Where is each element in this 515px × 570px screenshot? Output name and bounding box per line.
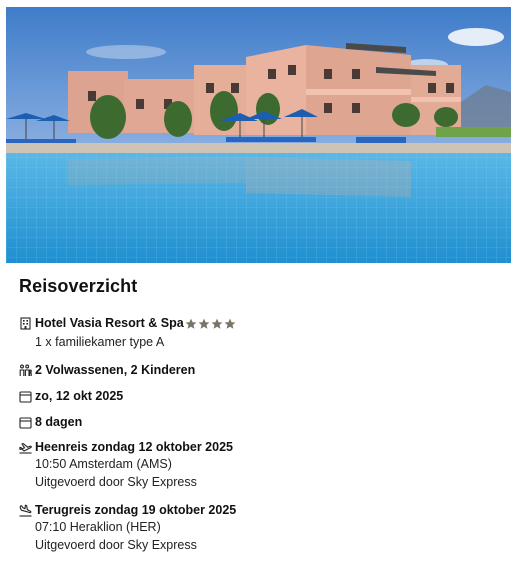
trip-duration: 8 dagen bbox=[35, 415, 83, 429]
return-time-place: 07:10 Heraklion (HER) bbox=[35, 520, 161, 534]
hotel-section bbox=[19, 316, 237, 351]
calendar-icon bbox=[19, 416, 32, 429]
building-icon bbox=[19, 317, 32, 330]
outbound-time-place: 10:50 Amsterdam (AMS) bbox=[35, 457, 172, 471]
duration-section bbox=[19, 415, 82, 430]
outbound-title: Heenreis zondag 12 oktober 2025 bbox=[35, 440, 233, 454]
star-icon bbox=[224, 318, 236, 330]
hotel-name: Hotel Vasia Resort & Spa bbox=[35, 316, 184, 330]
people-icon bbox=[19, 364, 32, 377]
outbound-flight-section bbox=[19, 440, 233, 491]
calendar-icon bbox=[19, 390, 32, 403]
travelers-count: 2 Volwassenen, 2 Kinderen bbox=[35, 363, 196, 377]
star-icon bbox=[198, 318, 210, 330]
date-section bbox=[19, 389, 123, 404]
outbound-operator: Uitgevoerd door Sky Express bbox=[35, 475, 197, 489]
star-icon bbox=[211, 318, 223, 330]
plane-takeoff-icon bbox=[19, 441, 32, 454]
return-title: Terugreis zondag 19 oktober 2025 bbox=[35, 503, 237, 517]
room-type: 1 x familiekamer type A bbox=[35, 335, 165, 349]
travelers-section bbox=[19, 363, 195, 378]
star-icon bbox=[185, 318, 197, 330]
plane-landing-icon bbox=[19, 504, 32, 517]
departure-date: zo, 12 okt 2025 bbox=[35, 389, 124, 403]
page-title: Reisoverzicht bbox=[19, 276, 138, 296]
return-operator: Uitgevoerd door Sky Express bbox=[35, 538, 197, 552]
return-flight-section bbox=[19, 503, 236, 554]
hotel-star-rating bbox=[185, 318, 237, 330]
hotel-photo bbox=[6, 7, 511, 263]
